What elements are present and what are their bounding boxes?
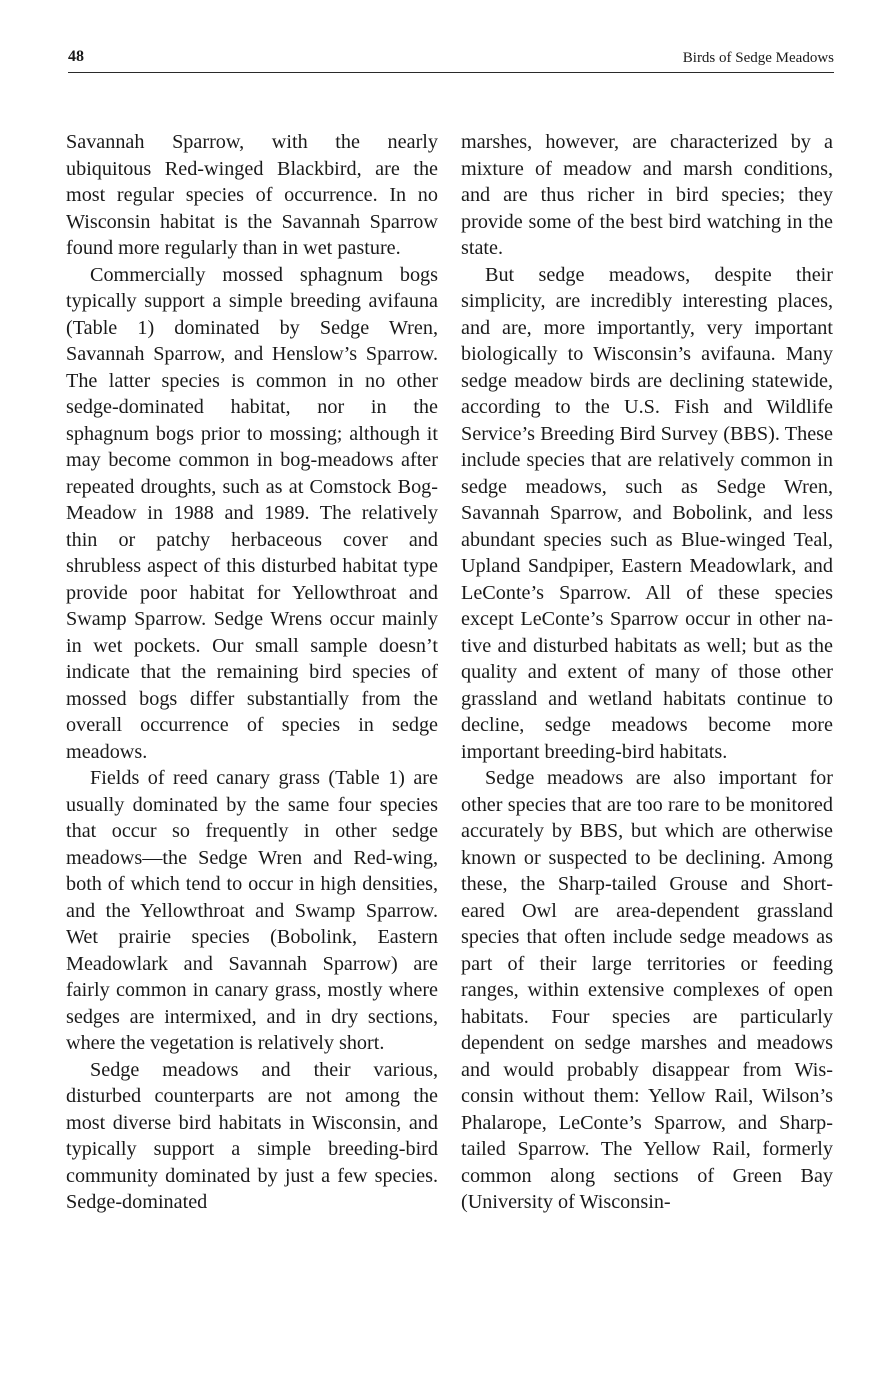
- paragraph: But sedge meadows, despite their simplicity, are incredibly interesting places, and are, more importantly, very important biologically to Wisconsin’s avifauna. Many sedge meadow birds are declining statewide, according to the U.S. Fish and Wildlife Service’s Breeding Bird Survey (BBS). These include species that are relatively common in sedge meadows, such as Sedge Wren, Savannah Sparrow, and Bobolink, and less abundant species such as Blue-winged Teal, Upland Sandpiper, Eastern Meadowlark, and LeConte’s Sparrow. All of these species except LeConte’s Sparrow occur in other native and disturbed habitats as well; but as the quality and extent of many of those other grassland and wetland habitats continue to decline, sedge meadows become more important breeding-bird habitats.: [461, 263, 833, 763]
- right-column: [461, 129, 833, 1216]
- paragraph: Sedge meadows are also important for other species that are too rare to be monitored accurately by BBS, but which are otherwise known or suspected to be declining. Among these, the Sharp-tailed Grouse and Short-eared Owl are area-dependent grassland species that often include sedge meadows as part of their large territories or feeding ranges, within extensive complexes of open habitats. Four species are particularly dependent on sedge marshes and meadows and would probably disappear from Wisconsin without them: Yellow Rail, Wilson’s Phalarope, LeConte’s Sparrow, and Sharp-tailed Sparrow. The Yellow Rail, formerly common along sections of Green Bay (University of Wisconsin-: [461, 767, 833, 1213]
- paragraph: Fields of reed canary grass (Table 1) are usually dominated by the same four species that occur so frequently in other sedge meadows—the Sedge Wren and Red-wing, both of which tend to occur in high densities, and the Yellowthroat and Swamp Sparrow. Wet prairie species (Bobolink, Eastern Meadowlark and Savannah Sparrow) are fairly common in canary grass, mostly where sedges are intermixed, and in dry sections, where the vegetation is relatively short.: [66, 767, 438, 1054]
- paragraph: Sedge meadows and their various, disturbed counterparts are not among the most diverse bird habitats in Wisconsin, and typically support a simple breeding-bird community dominated by just a few species. Sedge-dominated: [66, 1058, 438, 1213]
- running-head: Birds of Sedge Meadows: [682, 50, 834, 66]
- header-rule: [68, 72, 834, 73]
- paragraph: Commercially mossed sphagnum bogs typically support a simple breeding avifauna (Table 1) dominated by Sedge Wren, Savannah Sparrow, and Henslow’s Sparrow. The latter species is common in no other sedge-dominated habitat, nor in the sphagnum bogs prior to mossing; although it may become common in bog-meadows after repeated droughts, such as at Comstock Bog-Meadow in 1988 and 1989. The relatively thin or patchy herbaceous cover and shrubless aspect of this disturbed habitat type provide poor habitat for Yellowthroat and Swamp Sparrow. Sedge Wrens occur mainly in wet pockets. Our small sample doesn’t indicate that the remaining bird species of mossed bogs differ substantially from the overall occurrence of species in sedge meadows.: [66, 263, 438, 763]
- paragraph: Savannah Sparrow, with the nearly ubiquitous Red-winged Blackbird, are the most regular species of occurrence. In no Wisconsin habitat is the Savannah Sparrow found more regularly than in wet pasture.: [66, 131, 438, 259]
- left-column: [66, 129, 438, 1216]
- paragraph: marshes, however, are characterized by a mixture of meadow and marsh conditions, and are thus richer in bird species; they provide some of the best bird watching in the state.: [461, 131, 833, 259]
- page-number: 48: [68, 48, 84, 65]
- page-header: [68, 48, 834, 70]
